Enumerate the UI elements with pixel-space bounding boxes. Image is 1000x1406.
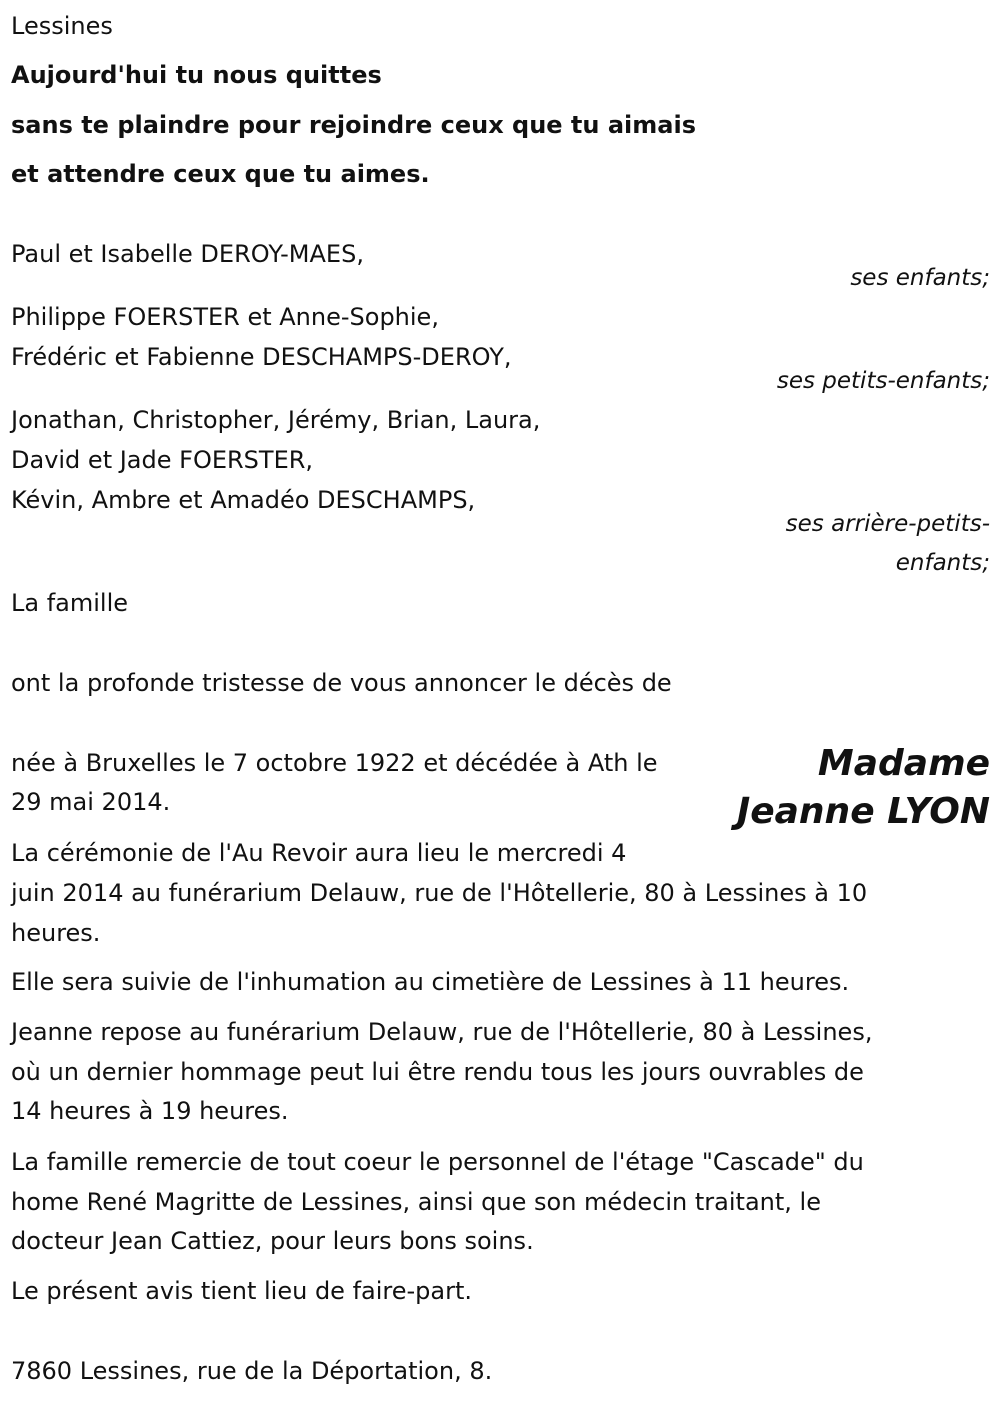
announcement: ont la profonde tristesse de vous annoncer le décès de: [11, 669, 672, 697]
great-grandchildren-relation-2: enfants;: [895, 550, 990, 576]
grandchildren-name-2: Frédéric et Fabienne DESCHAMPS-DEROY,: [11, 343, 512, 371]
birth-death-line-2: 29 mai 2014.: [11, 788, 171, 816]
poem-line-1: Aujourd'hui tu nous quittes: [11, 61, 382, 89]
deceased-name: Jeanne LYON: [736, 791, 990, 832]
thanks-line-1: La famille remercie de tout coeur le personnel de l'étage "Cascade" du: [11, 1148, 864, 1176]
great-grandchildren-relation-1: ses arrière-petits-: [785, 511, 990, 537]
great-grandchildren-name-1: Jonathan, Christopher, Jérémy, Brian, Laura,: [11, 406, 541, 434]
poem-line-3: et attendre ceux que tu aimes.: [11, 160, 430, 188]
ceremony-line-1: La cérémonie de l'Au Revoir aura lieu le mercredi 4: [11, 839, 627, 867]
visitation-line-3: 14 heures à 19 heures.: [11, 1097, 289, 1125]
great-grandchildren-name-2: David et Jade FOERSTER,: [11, 446, 314, 474]
ceremony-line-2: juin 2014 au funérarium Delauw, rue de l'Hôtellerie, 80 à Lessines à 10: [11, 879, 868, 907]
burial-info: Elle sera suivie de l'inhumation au cimetière de Lessines à 11 heures.: [11, 968, 850, 996]
ceremony-line-3: heures.: [11, 919, 101, 947]
deceased-title: Madame: [817, 743, 990, 784]
children-names: Paul et Isabelle DEROY-MAES,: [11, 240, 364, 268]
grandchildren-relation: ses petits-enfants;: [776, 368, 990, 394]
family-others: La famille: [11, 589, 129, 617]
children-relation: ses enfants;: [850, 265, 990, 291]
thanks-line-2: home René Magritte de Lessines, ainsi que son médecin traitant, le: [11, 1188, 821, 1216]
thanks-line-3: docteur Jean Cattiez, pour leurs bons soins.: [11, 1227, 534, 1255]
poem-line-2: sans te plaindre pour rejoindre ceux que tu aimais: [11, 111, 696, 139]
great-grandchildren-name-3: Kévin, Ambre et Amadéo DESCHAMPS,: [11, 486, 476, 514]
grandchildren-name-1: Philippe FOERSTER et Anne-Sophie,: [11, 303, 439, 331]
visitation-line-2: où un dernier hommage peut lui être rendu tous les jours ouvrables de: [11, 1058, 864, 1086]
visitation-line-1: Jeanne repose au funérarium Delauw, rue de l'Hôtellerie, 80 à Lessines,: [11, 1018, 873, 1046]
birth-death-line-1: née à Bruxelles le 7 octobre 1922 et décédée à Ath le: [11, 749, 658, 777]
address: 7860 Lessines, rue de la Déportation, 8.: [11, 1357, 493, 1385]
notice: Le présent avis tient lieu de faire-part.: [11, 1277, 473, 1305]
header-city: Lessines: [11, 12, 113, 40]
